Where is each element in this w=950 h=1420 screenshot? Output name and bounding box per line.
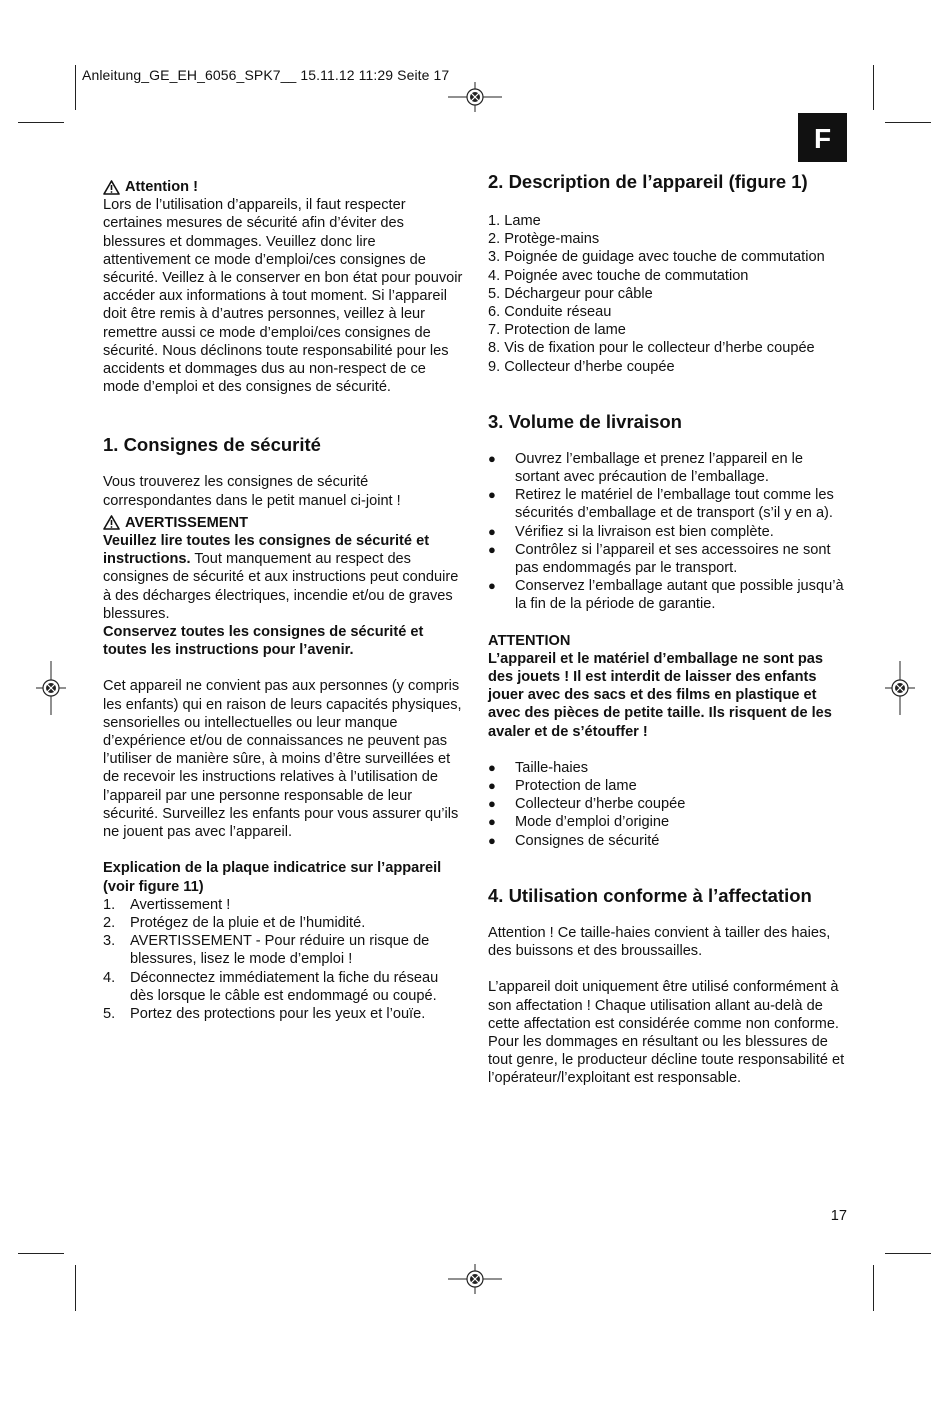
warning-title: AVERTISSEMENT [125,514,248,531]
list-item: 7. Protection de lame [488,322,626,339]
list-item: 2. Protège-mains [488,231,600,248]
attention-text: Lors de l’utilisation d’appareils, il faut respecter certaines mesures de sécurité afin d’éviter des blessures et dommages. Veuillez donc lire attentivement ce mode d’emploi/ces consignes de sécurité. Veillez à le conserver en bon état pour pouvoir accéder aux informations à tout moment. Si l’appareil doit être remis à d’autres personnes, veillez à leur remettre aussi ce mode d’emploi/ces consignes de sécurité. Nous déclinons toute responsabilité pour les accidents et dommages dus au non-respect de ce mode d’emploi et des consignes de sécurité. [103,197,463,396]
warning-paragraph [103,532,463,623]
list-item: ● Contrôlez si l’appareil et ses accessoires ne sont pas endommagés par le transport. [488,541,831,577]
delivery-list [488,759,848,850]
list-item: ● Protection de lame [488,778,637,795]
warning-triangle-icon [103,515,120,530]
list-item: ● Conservez l’emballage autant que possible jusqu’à la fin de la période de garantie. [488,578,844,613]
section4-paragraph: L’appareil doit uniquement être utilisé conformément à son affectation ! Chaque utilisation allant au-delà de cette affectation est considérée comme non conforme. Pour les dommages en résultant ou les blessures de tout genre, le producteur décline toute responsabilité et l’opérateur/l’exploitant est responsable. [488,979,845,1087]
warning-keep: Conservez toutes les consignes de sécurité et toutes les instructions pour l’avenir. [103,624,424,659]
list-item: ● Retirez le matériel de l’emballage tout comme les sécurités d’emballage et de transport (s’il y en a). [488,487,834,522]
crop-mark [75,65,76,110]
crop-mark [873,65,874,110]
section1-intro: Vous trouverez les consignes de sécurité correspondantes dans le petit manuel ci-joint ! [103,474,401,509]
list-item: 3. Poignée de guidage avec touche de commutation [488,249,825,266]
registration-mark-icon [36,661,66,715]
crop-mark [873,1265,874,1311]
list-item: 1. Avertissement ! [103,896,231,913]
attention-title-right: ATTENTION [488,632,571,649]
list-item: ● Taille-haies [488,759,589,776]
crop-mark [18,1253,64,1254]
list-item: 4. Déconnectez immédiatement la fiche du réseau dès lorsque le câble est endommagé ou coupé. [103,969,439,1004]
list-item: ● Vérifiez si la livraison est bien complète. [488,523,774,540]
registration-mark-icon [448,82,502,112]
list-item: 5. Déchargeur pour câble [488,285,653,302]
list-item: 8. Vis de fixation pour le collecteur d’herbe coupée [488,340,815,357]
section1-title: 1. Consignes de sécurité [103,434,321,456]
list-item: 4. Poignée avec touche de commutation [488,267,749,284]
section2-title: 2. Description de l’appareil (figure 1) [488,171,808,192]
attention-heading [103,178,463,196]
language-tab: F [798,113,847,162]
crop-mark [18,122,64,123]
list-item: 2. Protégez de la pluie et de l’humidité. [103,914,366,931]
section4-paragraph: Attention ! Ce taille-haies convient à tailler des haies, des buissons et des broussailles. [488,924,831,960]
registration-mark-icon [885,661,915,715]
warning-triangle-icon [103,180,120,195]
list-item: 6. Conduite réseau [488,304,612,321]
registration-mark-icon [448,1264,502,1294]
crop-mark [885,122,931,123]
crop-mark [885,1253,931,1254]
list-item: 1. Lame [488,213,541,229]
warning-text: Tout manquement au respect des consignes de sécurité et aux instructions peut conduire à des décharges électriques, incendie et/ou de graves blessures. [103,551,459,622]
list-item: ● Collecteur d’herbe coupée [488,796,686,813]
left-column [103,178,463,1023]
attention-title: Attention ! [125,179,198,195]
list-item: 3. AVERTISSEMENT - Pour réduire un risque de blessures, lisez le mode d’emploi ! [103,933,430,968]
page-number: 17 [830,1208,847,1224]
warning-heading [103,514,463,532]
list-item: 9. Collecteur d’herbe coupée [488,358,675,375]
plate-title: Explication de la plaque indicatrice sur l’appareil (voir figure 11) [103,860,442,895]
list-item: ● Consignes de sécurité [488,832,660,849]
list-item: 5. Portez des protections pour les yeux et l’ouïe. [103,1005,426,1022]
crop-mark [75,1265,76,1311]
children-text: Cet appareil ne convient pas aux personnes (y compris les enfants) qui en raison de leurs capacités physiques, sensorielles ou intellectuelles ou leur manque d’expérience et/ou de connaissances ne peuvent pas l’utiliser de manière sûre, à moins d’être surveillées et de recevoir les instructions relatives à l’utilisation de l’appareil par une personne responsable de leur sécurité. Surveillez les enfants pour vous assurer qu’ils ne jouent pas avec l’appareil. [103,678,462,841]
list-item: ● Mode d’emploi d’origine [488,814,670,831]
unpacking-list [488,450,848,614]
right-column [488,170,848,1088]
list-item: ● Ouvrez l’emballage et prenez l’appareil en le sortant avec précaution de l’emballage. [488,450,803,486]
section4-title: 4. Utilisation conforme à l’affectation [488,884,812,906]
plate-list [103,896,463,1023]
section3-title: 3. Volume de livraison [488,410,682,432]
parts-list [488,212,848,376]
warning-bold: Veuillez lire toutes les consignes de sécurité et instructions. [103,533,430,568]
print-header: Anleitung_GE_EH_6056_SPK7__ 15.11.12 11:29 Seite 17 [82,67,450,83]
attention-text-right: L’appareil et le matériel d’emballage ne sont pas des jouets ! Il est interdit de laisser des enfants jouer avec des sacs et des films en plastique et avec des pièces de petite taille. Ils risquent de les avaler et de s’étouffer ! [488,650,832,740]
